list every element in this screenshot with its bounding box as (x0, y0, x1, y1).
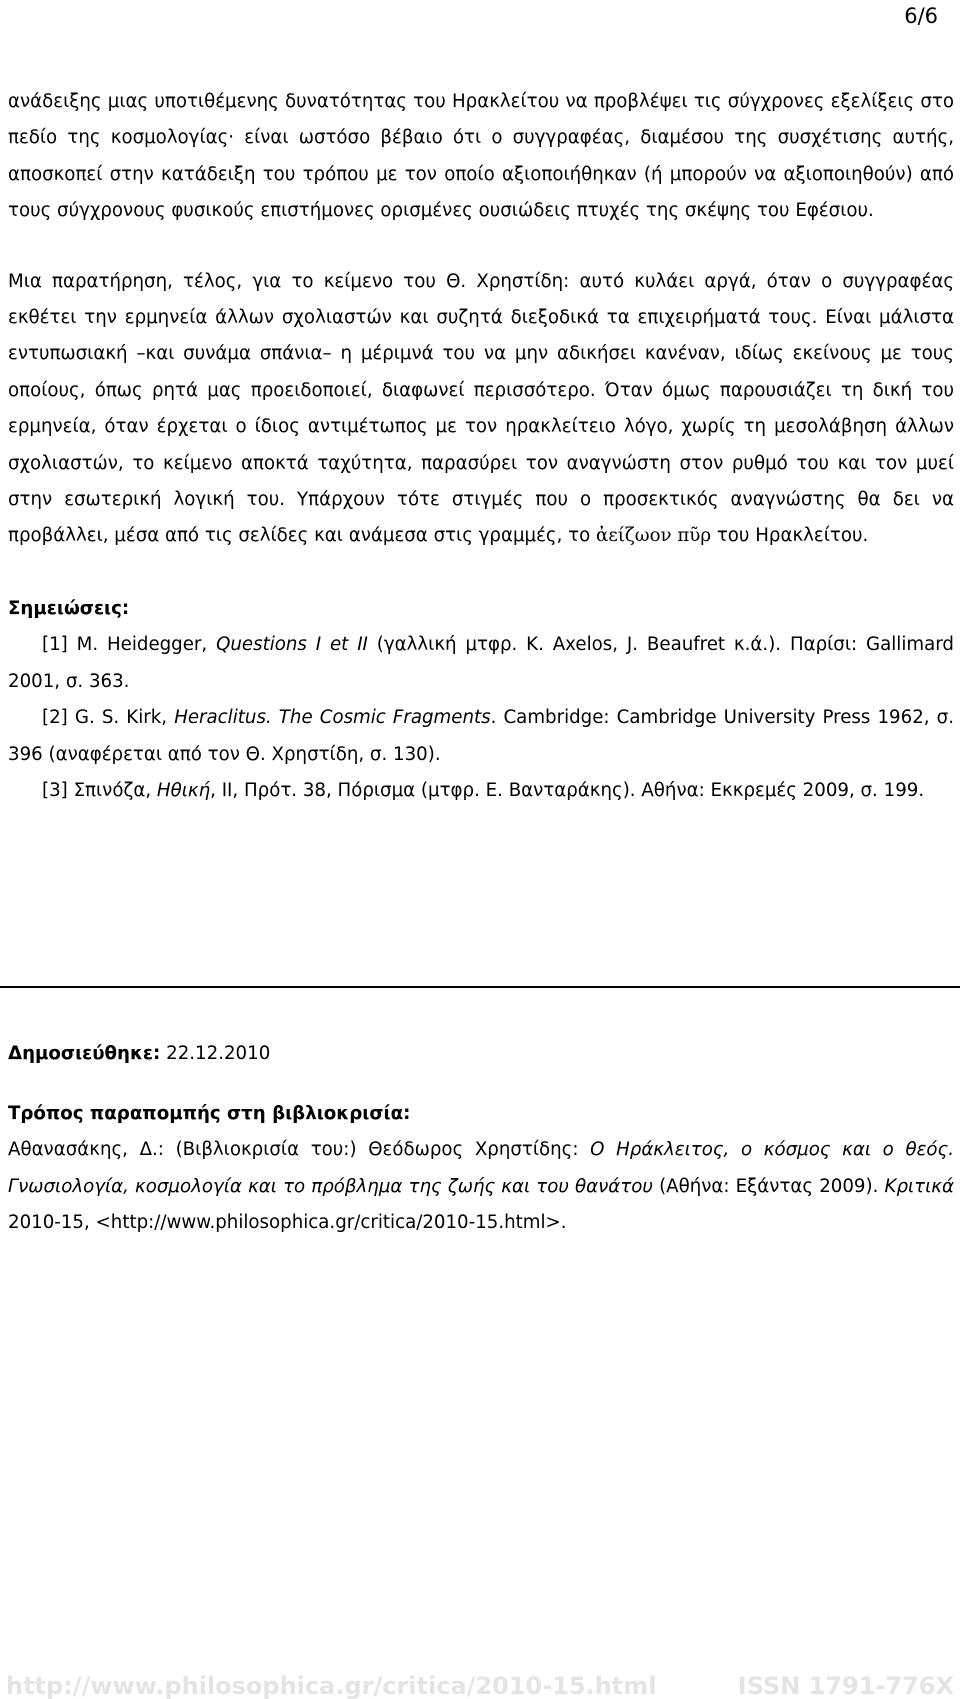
published-label: Δημοσιεύθηκε: (8, 1043, 161, 1064)
footer-issn: ISSN 1791-776X (737, 1672, 954, 1699)
paragraph-1: ανάδειξης μιας υποτιθέμενης δυνατότητας του Ηρακλείτου να προβλέψει τις σύγχρονες εξελίξεις στο πεδίο της κοσμολογίας· είναι ωστόσο βέβαιο ότι ο συγγραφέας, διαμέσου της συσχέτισης αυτής, αποσκοπεί στην κατάδειξη του τρόπου με τον οποίο αξιοποιήθηκαν (ή μπορούν να αξιοποιηθούν) από τους σύγχρονους φυσικούς επιστήμονες ορισμένες ουσιώδεις πτυχές της σκέψης του Εφέσιου. (8, 91, 954, 222)
page-number: 6/6 (904, 4, 938, 28)
note-3-before: Σπινόζα, (73, 779, 152, 801)
note-1-after: (γαλλική μτφρ. K. Axelos, J. Beaufret κ.ά.). Παρίσι: Gallimard 2001, σ. 363. (8, 634, 954, 692)
citation-journal: Κριτικά (884, 1175, 954, 1197)
citation-label: Τρόπος παραπομπής στη βιβλιοκρισία: (8, 1103, 411, 1124)
citation-block (8, 1096, 954, 1242)
citation-book-title: Ο Ηράκλειτος, ο κόσμος και ο θεός. Γνωσιολογία, κοσμολογία και το πρόβλημα της ζωής και του θανάτου (8, 1139, 954, 1197)
note-2 (8, 700, 954, 773)
page-footer (0, 1672, 960, 1699)
note-3 (8, 773, 954, 809)
paragraph-2 (8, 264, 954, 555)
notes-title: Σημειώσεις: (8, 597, 130, 619)
note-1 (8, 627, 954, 700)
note-2-title: Heraclitus. The Cosmic Fragments (174, 707, 491, 729)
note-1-title: Questions I et II (216, 634, 368, 656)
citation-part-3: 2010-15, <http://www.philosophica.gr/critica/2010-15.html>. (8, 1212, 567, 1234)
greek-phrase: ἀείζωον πῦρ (596, 525, 712, 547)
paragraph-2-ending: του Ηρακλείτου. (716, 525, 869, 547)
review-body (8, 84, 954, 809)
note-2-number: [2] (42, 707, 68, 729)
citation-part-1: Αθανασάκης, Δ.: (Βιβλιοκρισία του:) Θεόδωρος Χρηστίδης: (8, 1139, 579, 1161)
note-3-number: [3] (42, 779, 68, 801)
note-2-before: G. S. Kirk, (74, 707, 168, 729)
citation-part-2: (Αθήνα: Εξάντας 2009). (659, 1175, 879, 1197)
note-3-after: , ΙΙ, Πρότ. 38, Πόρισμα (μτφρ. Ε. Βανταράκης). Αθήνα: Εκκρεμές 2009, σ. 199. (210, 779, 925, 801)
note-2-after: . Cambridge: Cambridge University Press 1962, σ. 396 (αναφέρεται από τον Θ. Χρηστίδη, σ. 130). (8, 707, 954, 765)
published-date: 22.12.2010 (166, 1043, 271, 1064)
note-1-number: [1] (42, 634, 68, 656)
section-divider (0, 986, 960, 988)
note-1-before: M. Heidegger, (76, 634, 208, 656)
note-3-title: Ηθική (156, 779, 211, 801)
publication-info (8, 1036, 954, 1072)
footer-url[interactable]: http://www.philosophica.gr/critica/2010-15.html (6, 1672, 657, 1699)
paragraph-2-text: Μια παρατήρηση, τέλος, για το κείμενο του Θ. Χρηστίδη: αυτό κυλάει αργά, όταν ο συγγραφέας εκθέτει την ερμηνεία άλλων σχολιαστών και συζητά διεξοδικά τα επιχειρήματά τους. Είναι μάλιστα εντυπωσιακή –και συνάμα σπάνια– η μέριμνά του να μην αδικήσει κανέναν, ιδίως εκείνους με τους οποίους, όπως ρητά μας προειδοποιεί, διαφωνεί περισσότερο. Όταν όμως παρουσιάζει τη δική του ερμηνεία, όταν έρχεται ο ίδιος αντιμέτωπος με τον ηρακλείτειο λόγο, χωρίς τη μεσολάβηση άλλων σχολιαστών, το κείμενο αποκτά ταχύτητα, παρασύρει τον αναγνώστη στον ρυθμό του και τον μυεί στην εσωτερική λογική του. Υπάρχουν τότε στιγμές που ο προσεκτικός αναγνώστης θα δει να προβάλλει, μέσα από τις σελίδες και ανάμεσα στις γραμμές, το (8, 270, 954, 547)
